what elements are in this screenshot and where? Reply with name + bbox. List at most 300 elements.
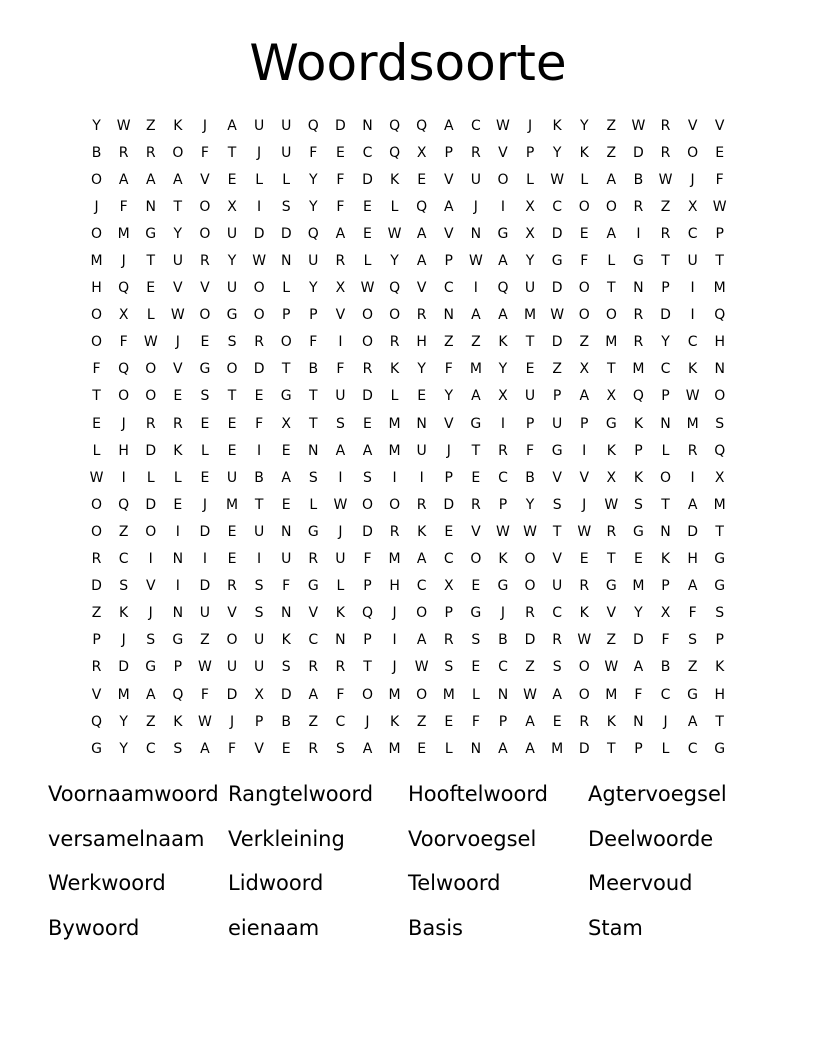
grid-letter: F <box>309 334 318 351</box>
grid-letter: U <box>226 225 238 242</box>
grid-letter: R <box>633 307 644 324</box>
grid-letter: G <box>497 578 509 595</box>
grid-letter: U <box>226 659 238 676</box>
grid-letter: P <box>525 144 535 161</box>
grid-letter: Y <box>552 144 562 161</box>
grid-letter: J <box>338 523 343 540</box>
grid-letter: W <box>143 334 158 351</box>
grid-letter: U <box>281 551 292 568</box>
grid-letter: J <box>446 442 451 459</box>
grid-letter: H <box>714 686 725 703</box>
grid-letter: W <box>550 171 565 188</box>
grid-letter: I <box>121 469 126 486</box>
grid-letter: C <box>687 740 698 757</box>
word-list-item: Rangtelwoord <box>228 782 374 806</box>
grid-letter: Y <box>309 171 318 188</box>
grid-letter: T <box>227 144 237 161</box>
grid-letter: V <box>335 307 346 324</box>
grid-letter: M <box>686 415 699 432</box>
grid-letter: A <box>335 442 346 459</box>
grid-letter: D <box>335 117 346 134</box>
grid-letter: Y <box>390 253 399 270</box>
grid-letter: O <box>660 469 672 486</box>
grid-letter: X <box>606 469 617 486</box>
grid-letter: D <box>280 686 292 703</box>
grid-letter: K <box>579 605 589 622</box>
grid-letter: G <box>307 578 319 595</box>
grid-letter: J <box>121 632 126 649</box>
word-list-item: versamelnaam <box>48 826 205 851</box>
grid-letter: I <box>338 469 343 486</box>
grid-letter: Y <box>309 198 318 215</box>
grid-letter: R <box>660 117 671 134</box>
grid-letter: T <box>607 740 616 757</box>
grid-letter: K <box>660 551 671 568</box>
grid-letter: I <box>257 551 262 568</box>
grid-letter: R <box>416 307 427 324</box>
grid-letter: V <box>443 415 454 432</box>
grid-letter: G <box>145 659 157 676</box>
grid-letter: Y <box>227 253 237 270</box>
grid-letter: A <box>633 659 644 676</box>
grid-letter: P <box>525 415 535 432</box>
grid-letter: E <box>281 740 291 757</box>
grid-letter: M <box>90 253 103 270</box>
grid-letter: A <box>525 740 535 757</box>
grid-letter: Q <box>307 225 319 242</box>
grid-letter: P <box>444 469 453 486</box>
grid-row <box>83 654 733 681</box>
grid-letter: I <box>257 442 262 459</box>
grid-letter: O <box>361 307 373 324</box>
grid-letter: W <box>170 307 185 324</box>
grid-letter: T <box>146 253 156 270</box>
grid-letter: O <box>470 551 482 568</box>
grid-letter: O <box>145 361 157 378</box>
grid-letter: E <box>281 442 291 459</box>
grid-letter: W <box>198 713 212 730</box>
grid-letter: Y <box>309 280 318 297</box>
grid-letter: L <box>282 171 291 188</box>
grid-letter: U <box>253 117 265 134</box>
grid-letter: F <box>688 605 697 622</box>
grid-letter: V <box>552 551 562 568</box>
grid-letter: U <box>552 415 563 432</box>
grid-letter: X <box>118 307 129 324</box>
grid-row <box>83 356 733 383</box>
grid-letter: O <box>687 144 699 161</box>
grid-letter: F <box>336 198 345 215</box>
grid-letter: B <box>281 713 291 730</box>
grid-letter: A <box>443 198 454 215</box>
grid-letter: R <box>308 659 319 676</box>
grid-letter: O <box>91 225 103 242</box>
grid-letter: V <box>443 225 454 242</box>
grid-letter: S <box>254 578 264 595</box>
grid-letter: A <box>145 686 156 703</box>
grid-letter: N <box>660 523 671 540</box>
grid-letter: H <box>687 551 698 568</box>
grid-letter: Q <box>91 713 103 730</box>
grid-letter: O <box>172 144 184 161</box>
grid-letter: O <box>361 496 373 513</box>
grid-letter: L <box>390 388 399 405</box>
grid-letter: B <box>525 469 535 486</box>
grid-letter: A <box>498 253 508 270</box>
grid-letter: O <box>578 686 590 703</box>
grid-letter: F <box>227 740 237 757</box>
grid-letter: E <box>417 740 427 757</box>
grid-letter: E <box>227 551 237 568</box>
grid-letter: C <box>470 117 481 134</box>
grid-letter: A <box>471 388 481 405</box>
grid-letter: Z <box>145 713 156 730</box>
grid-letter: P <box>444 253 453 270</box>
grid-letter: O <box>145 388 157 405</box>
grid-letter: M <box>605 334 618 351</box>
grid-letter: Y <box>525 496 535 513</box>
grid-row <box>83 464 733 491</box>
grid-letter: L <box>282 280 291 297</box>
grid-letter: L <box>146 307 155 324</box>
grid-letter: Y <box>92 117 101 134</box>
grid-letter: A <box>173 171 183 188</box>
grid-letter: K <box>579 144 589 161</box>
grid-letter: F <box>119 198 128 215</box>
grid-letter: S <box>146 632 156 649</box>
grid-letter: C <box>660 361 671 378</box>
grid-letter: O <box>416 605 428 622</box>
grid-letter: J <box>202 496 207 513</box>
grid-letter: P <box>498 496 508 513</box>
grid-letter: X <box>525 198 535 215</box>
grid-letter: R <box>579 713 590 730</box>
grid-letter: C <box>416 578 427 595</box>
grid-letter: U <box>172 253 183 270</box>
grid-letter: D <box>633 144 644 161</box>
grid-letter: O <box>118 388 130 405</box>
grid-letter: Q <box>172 686 184 703</box>
grid-letter: O <box>578 280 590 297</box>
grid-letter: E <box>173 496 183 513</box>
grid-letter: Y <box>173 225 183 242</box>
grid-letter: J <box>690 171 695 188</box>
word-list-item: Basis <box>408 915 463 940</box>
grid-row <box>83 193 733 220</box>
grid-letter: E <box>200 415 210 432</box>
grid-letter: B <box>660 659 671 676</box>
grid-letter: R <box>470 496 481 513</box>
grid-letter: Y <box>444 388 454 405</box>
grid-letter: L <box>444 740 453 757</box>
grid-letter: R <box>118 144 129 161</box>
grid-letter: O <box>524 551 536 568</box>
grid-letter: J <box>392 659 397 676</box>
grid-letter: V <box>471 523 481 540</box>
grid-letter: G <box>172 632 184 649</box>
grid-letter: E <box>363 198 372 215</box>
grid-letter: N <box>633 280 644 297</box>
grid-letter: A <box>687 496 698 513</box>
grid-row <box>83 247 733 274</box>
grid-letter: V <box>308 605 319 622</box>
grid-letter: Q <box>118 280 130 297</box>
grid-row <box>83 139 733 166</box>
grid-row <box>83 166 733 193</box>
grid-letter: D <box>145 442 157 459</box>
grid-letter: Q <box>497 280 509 297</box>
grid-letter: R <box>389 523 400 540</box>
grid-letter: Q <box>361 605 373 622</box>
grid-letter: E <box>200 334 210 351</box>
grid-letter: J <box>582 496 587 513</box>
grid-letter: W <box>468 253 483 270</box>
grid-letter: W <box>414 659 429 676</box>
grid-letter: E <box>471 578 481 595</box>
grid-letter: X <box>525 225 535 242</box>
grid-letter: T <box>715 523 724 540</box>
grid-letter: Q <box>389 280 401 297</box>
grid-letter: V <box>579 469 590 486</box>
grid-letter: Q <box>389 144 401 161</box>
grid-letter: T <box>309 388 318 405</box>
grid-letter: R <box>660 144 671 161</box>
grid-letter: D <box>687 523 698 540</box>
grid-letter: T <box>661 253 670 270</box>
grid-letter: Y <box>525 253 535 270</box>
grid-letter: O <box>497 171 509 188</box>
grid-letter: I <box>338 334 343 351</box>
grid-letter: Z <box>145 117 156 134</box>
grid-row <box>83 220 733 247</box>
grid-letter: Z <box>606 632 617 649</box>
grid-letter: R <box>362 361 373 378</box>
grid-letter: C <box>687 225 698 242</box>
grid-letter: E <box>633 551 643 568</box>
grid-letter: W <box>523 686 537 703</box>
word-list-item: Verkleining <box>228 826 345 851</box>
grid-letter: V <box>200 280 210 297</box>
grid-letter: T <box>309 415 318 432</box>
grid-letter: M <box>605 686 618 703</box>
grid-letter: U <box>253 632 265 649</box>
grid-letter: M <box>388 686 401 703</box>
grid-letter: M <box>442 686 455 703</box>
grid-letter: Z <box>606 144 617 161</box>
grid-letter: R <box>145 144 156 161</box>
grid-letter: Z <box>91 605 102 622</box>
grid-letter: S <box>444 659 454 676</box>
grid-letter: O <box>145 523 157 540</box>
grid-letter: G <box>605 578 617 595</box>
grid-letter: L <box>146 469 155 486</box>
grid-letter: W <box>360 280 375 297</box>
grid-letter: K <box>389 713 400 730</box>
grid-letter: D <box>660 307 671 324</box>
grid-letter: U <box>335 551 346 568</box>
grid-letter: X <box>227 198 237 215</box>
grid-letter: D <box>362 523 373 540</box>
grid-letter: P <box>363 632 372 649</box>
grid-letter: J <box>500 605 506 622</box>
grid-letter: Z <box>443 334 454 351</box>
grid-letter: C <box>145 740 156 757</box>
grid-letter: L <box>92 442 101 459</box>
grid-letter: J <box>229 713 235 730</box>
grid-letter: F <box>444 361 453 378</box>
grid-letter: U <box>308 253 319 270</box>
grid-letter: S <box>471 632 481 649</box>
grid-letter: M <box>524 307 537 324</box>
grid-letter: X <box>606 388 617 405</box>
grid-letter: P <box>92 632 101 649</box>
grid-letter: R <box>308 551 319 568</box>
grid-letter: E <box>444 713 454 730</box>
page-title: Woordsoorte <box>249 34 567 92</box>
grid-letter: E <box>417 388 427 405</box>
grid-letter: A <box>606 225 617 242</box>
grid-letter: P <box>715 632 724 649</box>
grid-letter: G <box>632 253 644 270</box>
grid-letter: L <box>336 578 345 595</box>
grid-letter: D <box>524 632 536 649</box>
grid-letter: I <box>690 280 695 297</box>
grid-letter: N <box>443 307 454 324</box>
grid-letter: F <box>661 632 670 649</box>
grid-letter: C <box>362 144 373 161</box>
grid-letter: L <box>661 442 670 459</box>
word-list-item: Bywoord <box>48 915 140 940</box>
grid-letter: J <box>148 605 153 622</box>
grid-letter: R <box>335 253 346 270</box>
grid-letter: K <box>715 659 725 676</box>
grid-letter: P <box>173 659 183 676</box>
grid-letter: V <box>91 686 102 703</box>
grid-letter: O <box>226 632 238 649</box>
grid-letter: S <box>688 632 698 649</box>
grid-letter: C <box>498 659 508 676</box>
grid-letter: V <box>714 117 725 134</box>
grid-letter: W <box>604 496 619 513</box>
grid-letter: H <box>714 334 725 351</box>
grid-letter: O <box>91 496 103 513</box>
grid-letter: I <box>690 307 695 324</box>
grid-letter: D <box>199 523 211 540</box>
grid-letter: E <box>227 415 237 432</box>
grid-letter: H <box>389 578 400 595</box>
grid-letter: L <box>580 171 589 188</box>
grid-letter: V <box>254 740 264 757</box>
grid-letter: T <box>281 361 291 378</box>
word-list-item: Lidwoord <box>228 871 324 896</box>
grid-row <box>83 383 733 410</box>
grid-letter: M <box>713 496 726 513</box>
grid-letter: V <box>443 171 454 188</box>
grid-letter: E <box>146 280 156 297</box>
grid-letter: T <box>661 496 670 513</box>
grid-letter: W <box>550 307 565 324</box>
grid-letter: N <box>660 415 671 432</box>
grid-letter: E <box>281 496 291 513</box>
word-list-item: Stam <box>588 915 643 940</box>
grid-letter: T <box>552 523 562 540</box>
word-list-item: Werkwoord <box>48 871 166 896</box>
grid-letter: S <box>227 334 237 351</box>
grid-letter: Q <box>118 361 130 378</box>
grid-letter: Z <box>606 117 617 134</box>
grid-letter: D <box>443 496 455 513</box>
grid-letter: C <box>443 551 454 568</box>
grid-letter: R <box>416 496 427 513</box>
grid-letter: N <box>308 442 319 459</box>
grid-letter: F <box>200 686 209 703</box>
grid-letter: X <box>416 144 427 161</box>
grid-letter: X <box>714 469 725 486</box>
grid-letter: R <box>443 632 454 649</box>
grid-letter: O <box>199 198 211 215</box>
grid-letter: S <box>119 578 129 595</box>
grid-letter: F <box>282 578 291 595</box>
grid-letter: M <box>388 442 401 459</box>
grid-letter: G <box>632 523 644 540</box>
grid-letter: F <box>92 361 101 378</box>
grid-letter: M <box>117 686 130 703</box>
grid-letter: Y <box>498 361 508 378</box>
grid-letter: Z <box>118 523 129 540</box>
grid-letter: C <box>660 686 671 703</box>
grid-letter: A <box>362 442 373 459</box>
grid-letter: I <box>473 280 478 297</box>
grid-letter: P <box>444 605 453 622</box>
grid-letter: B <box>633 171 644 188</box>
grid-letter: X <box>579 361 590 378</box>
grid-letter: T <box>607 280 616 297</box>
grid-row <box>83 573 733 600</box>
grid-letter: O <box>361 686 373 703</box>
grid-letter: S <box>200 388 210 405</box>
grid-letter: D <box>280 225 292 242</box>
grid-letter: P <box>580 415 589 432</box>
grid-letter: K <box>552 117 562 134</box>
grid-letter: F <box>119 334 128 351</box>
grid-letter: O <box>416 686 428 703</box>
grid-letter: E <box>715 144 725 161</box>
grid-letter: C <box>308 632 319 649</box>
grid-letter: A <box>362 740 373 757</box>
grid-letter: O <box>91 307 103 324</box>
grid-letter: A <box>416 632 427 649</box>
grid-letter: S <box>254 605 264 622</box>
grid-letter: R <box>660 225 671 242</box>
grid-letter: J <box>202 117 207 134</box>
grid-letter: L <box>526 171 534 188</box>
grid-letter: X <box>443 578 454 595</box>
grid-letter: J <box>94 198 99 215</box>
grid-letter: X <box>254 686 264 703</box>
grid-letter: L <box>390 198 399 215</box>
grid-letter: I <box>582 442 587 459</box>
grid-row <box>83 112 733 139</box>
grid-letter: X <box>498 388 508 405</box>
grid-letter: J <box>663 713 668 730</box>
grid-letter: V <box>145 578 156 595</box>
grid-letter: G <box>497 225 509 242</box>
grid-letter: O <box>91 334 103 351</box>
grid-letter: G <box>307 523 319 540</box>
grid-letter: U <box>470 171 481 188</box>
grid-letter: W <box>496 523 510 540</box>
grid-letter: I <box>690 469 695 486</box>
